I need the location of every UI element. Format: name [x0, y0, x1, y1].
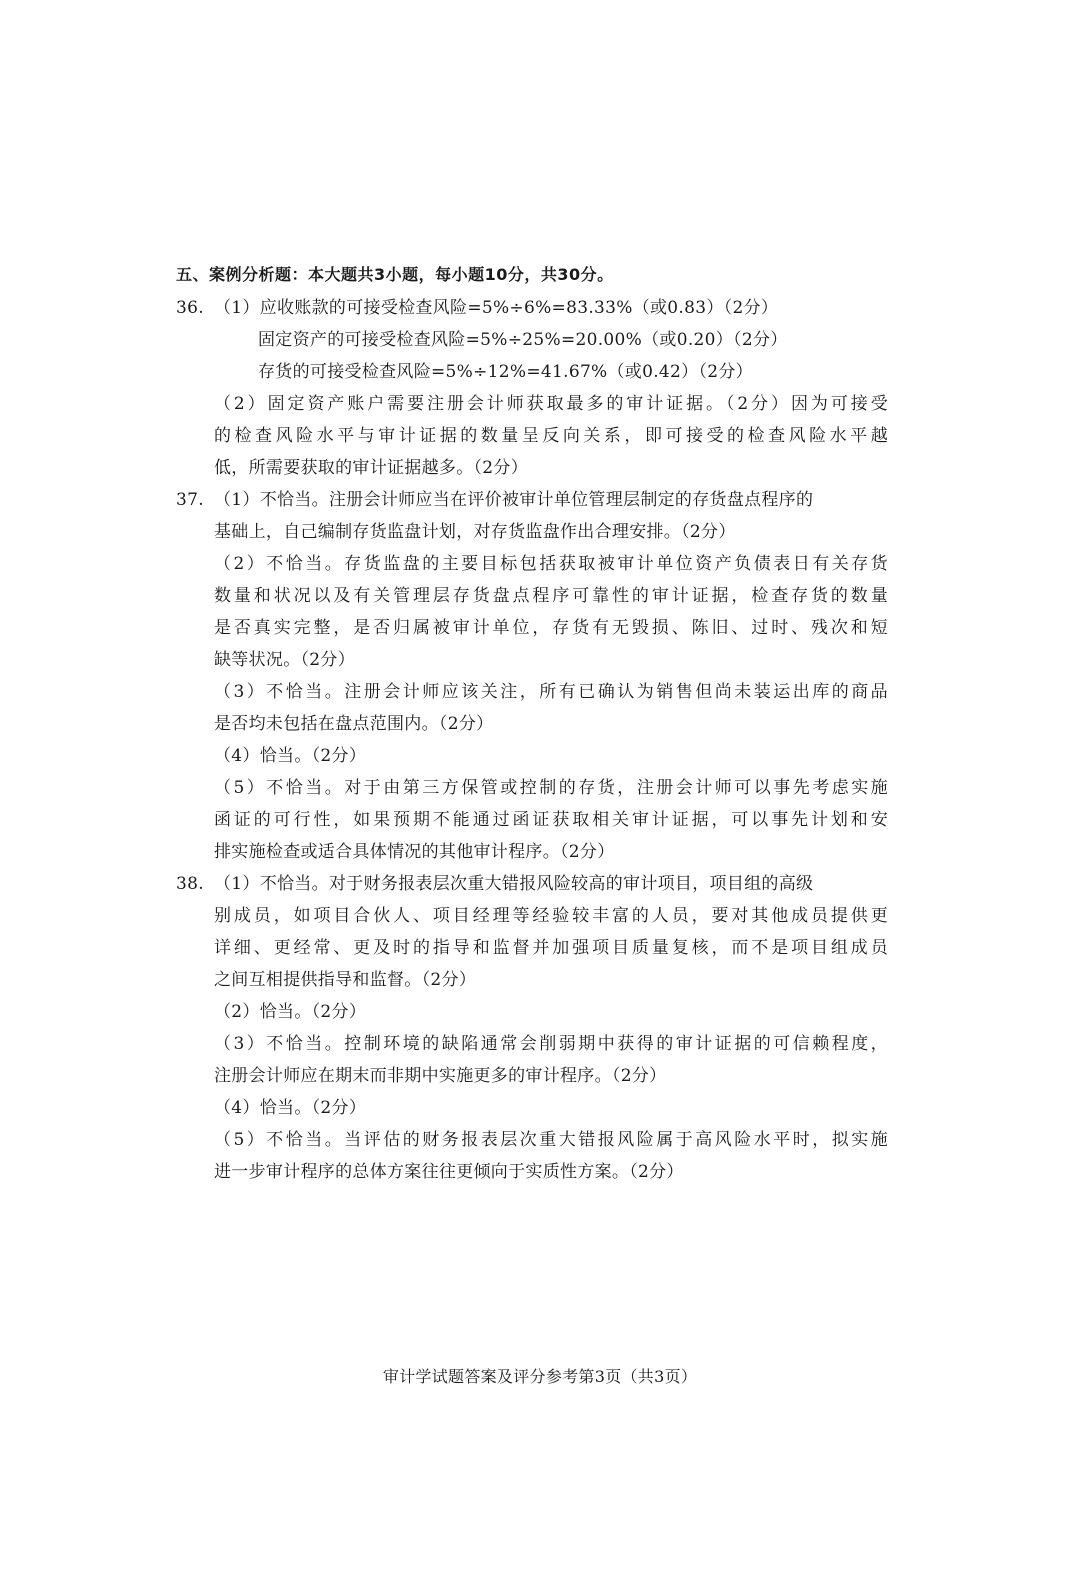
answer-line: （2）不恰当。存货监盘的主要目标包括获取被审计单位资产负债表日有关存货	[214, 554, 888, 574]
answer-line: 是否均未包括在盘点范围内。（2分）	[214, 714, 494, 734]
answer-line: 是否真实完整，是否归属被审计单位，存货有无毁损、陈旧、过时、残次和短	[214, 618, 888, 638]
answer-line: 固定资产的可接受检查风险=5%÷25%=20.00%（或0.20）（2分）	[258, 330, 788, 350]
answer-text: （1）不恰当。对于财务报表层次重大错报风险较高的审计项目，项目组的高级	[214, 874, 814, 894]
answer-line: 基础上，自己编制存货监盘计划，对存货监盘作出合理安排。（2分）	[214, 522, 736, 542]
question-number: 36.	[176, 298, 204, 318]
question-36	[176, 292, 888, 484]
answer-line: 数量和状况以及有关管理层存货盘点程序可靠性的审计证据，检查存货的数量	[214, 586, 888, 606]
answer-line	[176, 292, 888, 324]
answer-line: 之间互相提供指导和监督。（2分）	[214, 970, 477, 990]
answer-line: （2）恰当。（2分）	[214, 1002, 367, 1022]
question-37	[176, 484, 888, 868]
answer-line: （5）不恰当。对于由第三方保管或控制的存货，注册会计师可以事先考虑实施	[214, 778, 888, 798]
answer-line: 注册会计师应在期末而非期中实施更多的审计程序。（2分）	[214, 1066, 667, 1086]
answer-line: （2）固定资产账户需要注册会计师获取最多的审计证据。（2分）因为可接受	[214, 394, 888, 414]
answer-text: （1）不恰当。注册会计师应当在评价被审计单位管理层制定的存货盘点程序的	[214, 490, 814, 510]
answer-line: 别成员，如项目合伙人、项目经理等经验较丰富的人员，要对其他成员提供更	[214, 906, 888, 926]
answer-line: 排实施检查或适合具体情况的其他审计程序。（2分）	[214, 842, 615, 862]
answer-line	[176, 868, 888, 900]
page-footer: 审计学试题答案及评分参考第3页（共3页）	[382, 1367, 698, 1386]
question-38	[176, 868, 888, 1188]
answer-content	[176, 292, 888, 1188]
answer-line: 缺等状况。（2分）	[214, 650, 356, 670]
answer-line	[176, 484, 888, 516]
answer-line: （4）恰当。（2分）	[214, 1098, 367, 1118]
answer-line: （3）不恰当。控制环境的缺陷通常会削弱期中获得的审计证据的可信赖程度，	[214, 1034, 888, 1054]
answer-line: 低，所需要获取的审计证据越多。（2分）	[214, 458, 529, 478]
question-number: 37.	[176, 490, 204, 510]
section-title: 五、案例分析题：本大题共3小题，每小题10分，共30分。	[176, 265, 614, 284]
answer-line: （4）恰当。（2分）	[214, 746, 367, 766]
answer-text: （1）应收账款的可接受检查风险=5%÷6%=83.33%（或0.83）（2分）	[214, 298, 779, 318]
answer-line: （3）不恰当。注册会计师应该关注，所有已确认为销售但尚未装运出库的商品	[214, 682, 888, 702]
answer-line: 函证的可行性，如果预期不能通过函证获取相关审计证据，可以事先计划和安	[214, 810, 888, 830]
answer-line: 存货的可接受检查风险=5%÷12%=41.67%（或0.42）（2分）	[258, 362, 753, 382]
answer-line: 详细、更经常、更及时的指导和监督并加强项目质量复核，而不是项目组成员	[214, 938, 888, 958]
question-number: 38.	[176, 874, 204, 894]
answer-line: （5）不恰当。当评估的财务报表层次重大错报风险属于高风险水平时，拟实施	[214, 1130, 888, 1150]
answer-line: 的检查风险水平与审计证据的数量呈反向关系，即可接受的检查风险水平越	[214, 426, 888, 446]
answer-line: 进一步审计程序的总体方案往往更倾向于实质性方案。（2分）	[214, 1162, 684, 1182]
